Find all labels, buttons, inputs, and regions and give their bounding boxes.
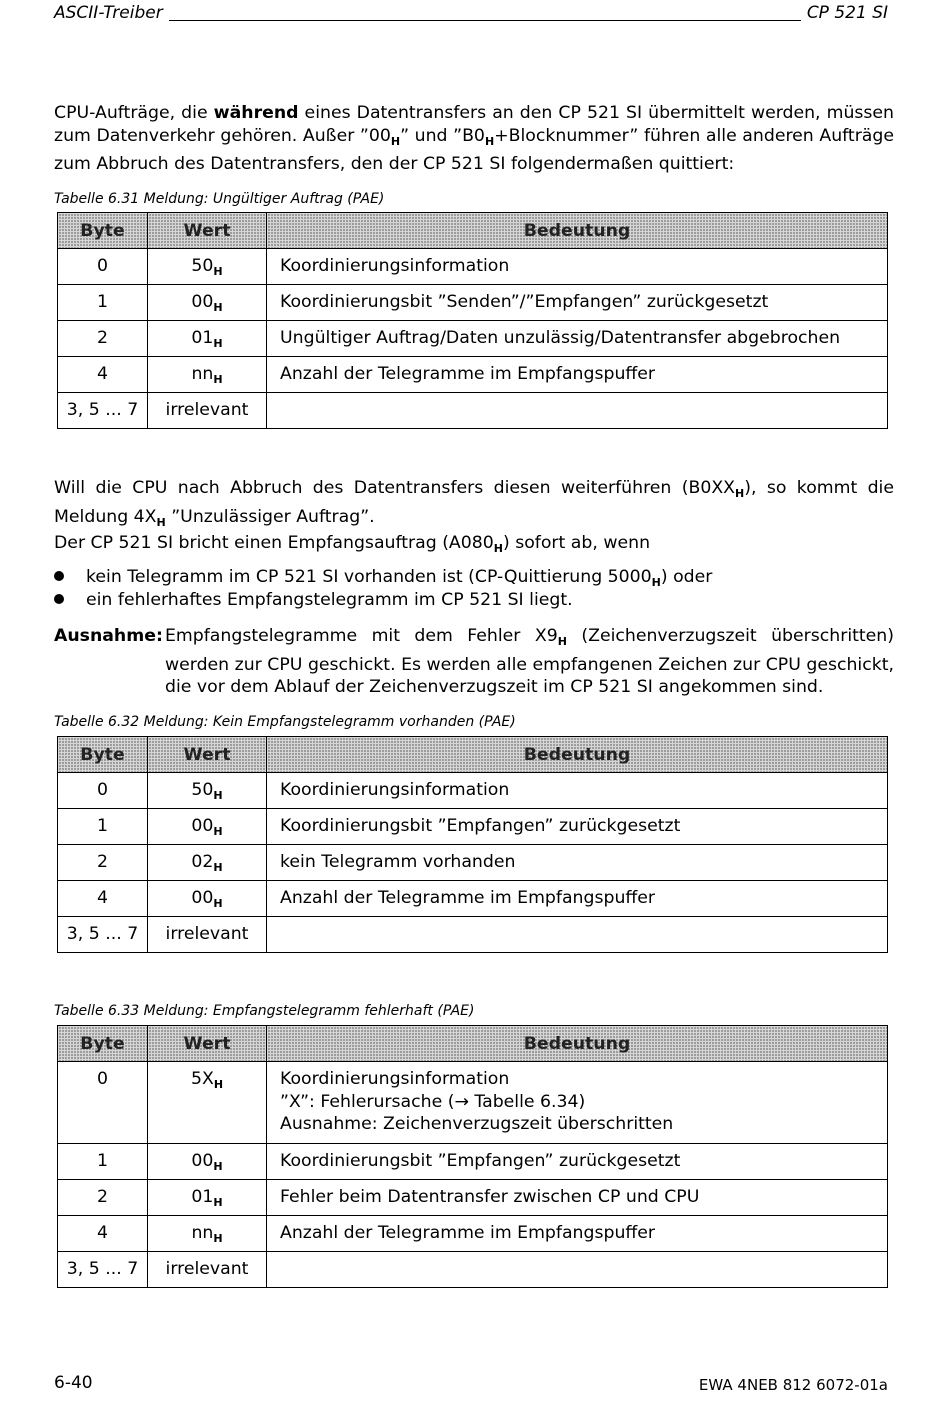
table-row — [58, 249, 888, 285]
cell-byte: 4 — [58, 1216, 148, 1252]
continue-paragraph: Will die CPU nach Abbruch des Datentransfers diesen weiterführen $(B0XX_H)$, so kommt die Meldung $4X_H$ ”Unzulässiger Auftrag”. — [54, 478, 894, 529]
cell-bedeutung: Koordinierungsbit ”Empfangen” zurückgesetzt — [267, 1144, 888, 1180]
table-row — [58, 773, 888, 809]
cell-byte: 1 — [58, 285, 148, 321]
header-rule — [169, 19, 801, 21]
cell-bedeutung: Koordinierungsinformation — [267, 773, 888, 809]
cell-wert: $00_H$ — [148, 809, 267, 845]
table-row — [58, 357, 888, 393]
list-item: ein fehlerhaftes Empfangstelegramm im CP 521 SI liegt. — [54, 589, 894, 612]
emphasis: während — [213, 103, 299, 123]
table-row — [58, 285, 888, 321]
cell-wert: $nn_H$ — [148, 1216, 267, 1252]
table-row — [58, 1144, 888, 1180]
table-row — [58, 1252, 888, 1288]
header-title: ASCII-Treiber — [54, 3, 163, 23]
cell-wert: $50_H$ — [148, 773, 267, 809]
table-header-row — [58, 737, 888, 773]
abort-paragraph: Der CP 521 SI bricht einen Empfangsauftrag $(A080_H)$ sofort ab, wenn — [54, 533, 651, 555]
cell-bedeutung: Ungültiger Auftrag/Daten unzulässig/Datentransfer abgebrochen — [267, 321, 888, 357]
cell-bedeutung — [267, 917, 888, 953]
bullet-icon — [54, 594, 64, 604]
col-header-byte: Byte — [58, 1026, 148, 1062]
cell-bedeutung: Anzahl der Telegramme im Empfangspuffer — [267, 1216, 888, 1252]
bullet-icon — [54, 571, 64, 581]
table-row — [58, 321, 888, 357]
table-row — [58, 1180, 888, 1216]
cell-bedeutung: Anzahl der Telegramme im Empfangspuffer — [267, 881, 888, 917]
cell-byte: 0 — [58, 1062, 148, 1144]
col-header-bedeutung: Bedeutung — [267, 737, 888, 773]
list-item: kein Telegramm im CP 521 SI vorhanden ist (CP-Quittierung $5000_H$) oder — [54, 566, 894, 595]
cell-wert: irrelevant — [148, 1252, 267, 1288]
cell-wert: $01_H$ — [148, 321, 267, 357]
table-faulty-telegram — [57, 1025, 888, 1288]
cell-bedeutung: Anzahl der Telegramme im Empfangspuffer — [267, 357, 888, 393]
cell-byte: 2 — [58, 1180, 148, 1216]
exception-text: Empfangstelegramme mit dem Fehler $X9_H$ (Zeichenverzugszeit überschritten) werden zur CPU geschickt. Es werden alle empfangenen Zeichen zur CPU geschickt, die vor dem Ablauf der Zeichenverzugszeit im CP 521 SI angekommen sind. — [165, 626, 894, 697]
cell-byte: 2 — [58, 845, 148, 881]
table-header-row — [58, 213, 888, 249]
cell-byte: 3, 5 ... 7 — [58, 917, 148, 953]
cell-wert: irrelevant — [148, 393, 267, 429]
table-no-telegram — [57, 736, 888, 953]
cell-wert: irrelevant — [148, 917, 267, 953]
cell-wert: $02_H$ — [148, 845, 267, 881]
table-caption: Tabelle 6.31 Meldung: Ungültiger Auftrag (PAE) — [54, 191, 385, 207]
cell-byte: 3, 5 ... 7 — [58, 1252, 148, 1288]
table-row — [58, 881, 888, 917]
cell-bedeutung: Koordinierungsinformation ”X”: Fehlerursache (→ Tabelle 6.34) Ausnahme: Zeichenverzugszeit überschritten — [267, 1062, 888, 1144]
cell-byte: 1 — [58, 1144, 148, 1180]
cell-bedeutung: Fehler beim Datentransfer zwischen CP und CPU — [267, 1180, 888, 1216]
cell-wert: $50_H$ — [148, 249, 267, 285]
cell-byte: 4 — [58, 357, 148, 393]
cell-wert: $5X_H$ — [148, 1062, 267, 1144]
cell-bedeutung: Koordinierungsbit ”Empfangen” zurückgesetzt — [267, 809, 888, 845]
exception-label: Ausnahme: — [54, 626, 163, 646]
cell-bedeutung — [267, 393, 888, 429]
cell-bedeutung: kein Telegramm vorhanden — [267, 845, 888, 881]
table-row — [58, 393, 888, 429]
col-header-byte: Byte — [58, 737, 148, 773]
cell-bedeutung: Koordinierungsbit ”Senden”/”Empfangen” zurückgesetzt — [267, 285, 888, 321]
col-header-wert: Wert — [148, 1026, 267, 1062]
cell-wert: $00_H$ — [148, 1144, 267, 1180]
table-invalid-order — [57, 212, 888, 429]
header-device: CP 521 SI — [806, 3, 888, 23]
intro-paragraph: CPU-Aufträge, die während eines Datentransfers an den CP 521 SI übermittelt werden, müssen zum Datenverkehr gehören. Außer $”00_H$” und $”B0_H+Blocknummer$” führen alle anderen Aufträge zum Abbruch des Datentransfers, den der CP 521 SI folgendermaßen quittiert: — [54, 103, 894, 174]
table-row — [58, 917, 888, 953]
table-caption: Tabelle 6.33 Meldung: Empfangstelegramm fehlerhaft (PAE) — [54, 1003, 475, 1019]
col-header-bedeutung: Bedeutung — [267, 213, 888, 249]
table-header-row — [58, 1026, 888, 1062]
cell-byte: 2 — [58, 321, 148, 357]
cell-wert: $01_H$ — [148, 1180, 267, 1216]
col-header-byte: Byte — [58, 213, 148, 249]
page-header — [54, 0, 888, 23]
cell-bedeutung: Koordinierungsinformation — [267, 249, 888, 285]
col-header-bedeutung: Bedeutung — [267, 1026, 888, 1062]
col-header-wert: Wert — [148, 213, 267, 249]
cell-byte: 3, 5 ... 7 — [58, 393, 148, 429]
cell-byte: 1 — [58, 809, 148, 845]
cell-wert: $00_H$ — [148, 285, 267, 321]
exception-note — [54, 625, 894, 699]
page-number: 6-40 — [54, 1373, 93, 1393]
table-row — [58, 809, 888, 845]
cell-bedeutung — [267, 1252, 888, 1288]
table-row — [58, 1062, 888, 1144]
cell-wert: $nn_H$ — [148, 357, 267, 393]
cell-byte: 0 — [58, 249, 148, 285]
cell-byte: 0 — [58, 773, 148, 809]
cell-wert: $00_H$ — [148, 881, 267, 917]
table-caption: Tabelle 6.32 Meldung: Kein Empfangstelegramm vorhanden (PAE) — [54, 714, 516, 730]
cell-byte: 4 — [58, 881, 148, 917]
document-id: EWA 4NEB 812 6072-01a — [698, 1376, 888, 1394]
table-row — [58, 1216, 888, 1252]
col-header-wert: Wert — [148, 737, 267, 773]
table-row — [58, 845, 888, 881]
